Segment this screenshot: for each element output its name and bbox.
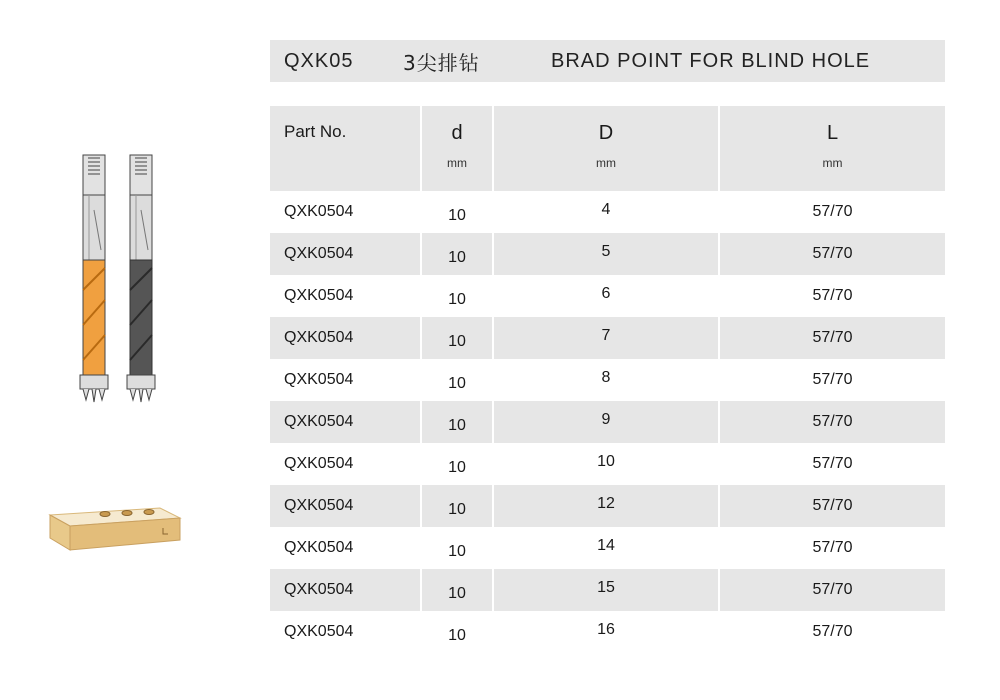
- d-cell: [422, 569, 492, 611]
- cell-value: 6: [601, 285, 611, 302]
- cell-value: QXK0504: [284, 413, 354, 430]
- cell-value: QXK0504: [284, 245, 354, 262]
- cell-value: 10: [448, 249, 466, 266]
- table-row: [270, 233, 945, 275]
- D-cell: [494, 611, 718, 653]
- D-cell: [494, 317, 718, 359]
- L-cell: [720, 611, 945, 653]
- header-unit: mm: [447, 156, 467, 170]
- spec-table: [270, 106, 945, 653]
- header-label: L: [826, 122, 839, 144]
- brad-point-drill-bits-icon: [75, 150, 165, 405]
- part-no-cell: [270, 569, 420, 611]
- cell-value: 10: [448, 291, 466, 308]
- cell-value: 57/70: [812, 371, 853, 388]
- cell-value: 10: [448, 207, 466, 224]
- product-title-en: BRAD POINT FOR BLIND HOLE: [551, 49, 871, 72]
- cell-value: QXK0504: [284, 203, 354, 220]
- cell-value: 7: [601, 327, 611, 344]
- D-cell: [494, 191, 718, 233]
- header-label: D: [598, 122, 614, 144]
- cell-value: 10: [448, 627, 466, 644]
- orange-drill-bit-icon: [80, 155, 108, 402]
- part-no-cell: [270, 485, 420, 527]
- table-row: [270, 569, 945, 611]
- cell-value: 10: [597, 453, 615, 470]
- cell-value: QXK0504: [284, 581, 354, 598]
- D-cell: [494, 233, 718, 275]
- cell-value: 57/70: [812, 413, 853, 430]
- header-unit: mm: [596, 156, 616, 170]
- d-cell: [422, 191, 492, 233]
- product-title-cn: 3尖排钻: [403, 50, 480, 75]
- table-row: [270, 191, 945, 233]
- header-L: [720, 106, 945, 191]
- cell-value: 5: [601, 243, 611, 260]
- L-cell: [720, 191, 945, 233]
- d-cell: [422, 359, 492, 401]
- cell-value: 10: [448, 459, 466, 476]
- L-cell: [720, 317, 945, 359]
- part-no-cell: [270, 317, 420, 359]
- header-label: d: [451, 122, 463, 144]
- cell-value: 57/70: [812, 623, 853, 640]
- cell-value: 57/70: [812, 245, 853, 262]
- cell-value: 8: [601, 369, 611, 386]
- d-cell: [422, 275, 492, 317]
- part-no-cell: [270, 527, 420, 569]
- cell-value: 57/70: [812, 497, 853, 514]
- D-cell: [494, 569, 718, 611]
- L-cell: [720, 527, 945, 569]
- L-cell: [720, 485, 945, 527]
- cell-value: 15: [597, 579, 615, 596]
- part-no-cell: [270, 359, 420, 401]
- d-cell: [422, 527, 492, 569]
- cell-value: 57/70: [812, 203, 853, 220]
- table-row: [270, 611, 945, 653]
- part-no-cell: [270, 443, 420, 485]
- L-cell: [720, 569, 945, 611]
- title-bar: [270, 40, 945, 82]
- cell-value: 14: [597, 537, 615, 554]
- cell-value: 10: [448, 543, 466, 560]
- table-row: [270, 401, 945, 443]
- d-cell: [422, 611, 492, 653]
- cell-value: 57/70: [812, 539, 853, 556]
- d-cell: [422, 485, 492, 527]
- part-no-cell: [270, 275, 420, 317]
- cell-value: 9: [601, 411, 611, 428]
- cell-value: 57/70: [812, 455, 853, 472]
- d-cell: [422, 233, 492, 275]
- L-cell: [720, 233, 945, 275]
- cell-value: QXK0504: [284, 371, 354, 388]
- drilled-board-icon: [45, 500, 185, 560]
- cell-value: QXK0504: [284, 329, 354, 346]
- cell-value: QXK0504: [284, 539, 354, 556]
- cell-value: 57/70: [812, 329, 853, 346]
- L-cell: [720, 359, 945, 401]
- table-row: [270, 443, 945, 485]
- header-unit: mm: [822, 156, 843, 170]
- cell-value: 10: [448, 333, 466, 350]
- D-cell: [494, 275, 718, 317]
- L-cell: [720, 401, 945, 443]
- table-header: [270, 106, 945, 191]
- dark-drill-bit-icon: [127, 155, 155, 402]
- table-row: [270, 527, 945, 569]
- table-row: [270, 485, 945, 527]
- d-cell: [422, 401, 492, 443]
- cell-value: 4: [601, 201, 611, 218]
- cell-value: QXK0504: [284, 455, 354, 472]
- table-body: [270, 191, 945, 653]
- L-cell: [720, 443, 945, 485]
- cell-value: QXK0504: [284, 623, 354, 640]
- cell-value: 12: [597, 495, 615, 512]
- D-cell: [494, 401, 718, 443]
- cell-value: QXK0504: [284, 497, 354, 514]
- cell-value: 10: [448, 375, 466, 392]
- cell-value: 10: [448, 417, 466, 434]
- L-cell: [720, 275, 945, 317]
- cell-value: 57/70: [812, 581, 853, 598]
- part-no-cell: [270, 191, 420, 233]
- cell-value: QXK0504: [284, 287, 354, 304]
- table-row: [270, 275, 945, 317]
- cell-value: 10: [448, 501, 466, 518]
- header-d: [422, 106, 492, 191]
- header-label: Part No.: [284, 122, 347, 141]
- table-row: [270, 359, 945, 401]
- d-cell: [422, 443, 492, 485]
- header-D: [494, 106, 718, 191]
- D-cell: [494, 359, 718, 401]
- part-no-cell: [270, 401, 420, 443]
- cell-value: 10: [448, 585, 466, 602]
- cell-value: 16: [597, 621, 615, 638]
- cell-value: 57/70: [812, 287, 853, 304]
- product-code: QXK05: [284, 49, 354, 72]
- D-cell: [494, 527, 718, 569]
- part-no-cell: [270, 233, 420, 275]
- header-part-no: [270, 106, 420, 191]
- table-row: [270, 317, 945, 359]
- D-cell: [494, 443, 718, 485]
- d-cell: [422, 317, 492, 359]
- part-no-cell: [270, 611, 420, 653]
- D-cell: [494, 485, 718, 527]
